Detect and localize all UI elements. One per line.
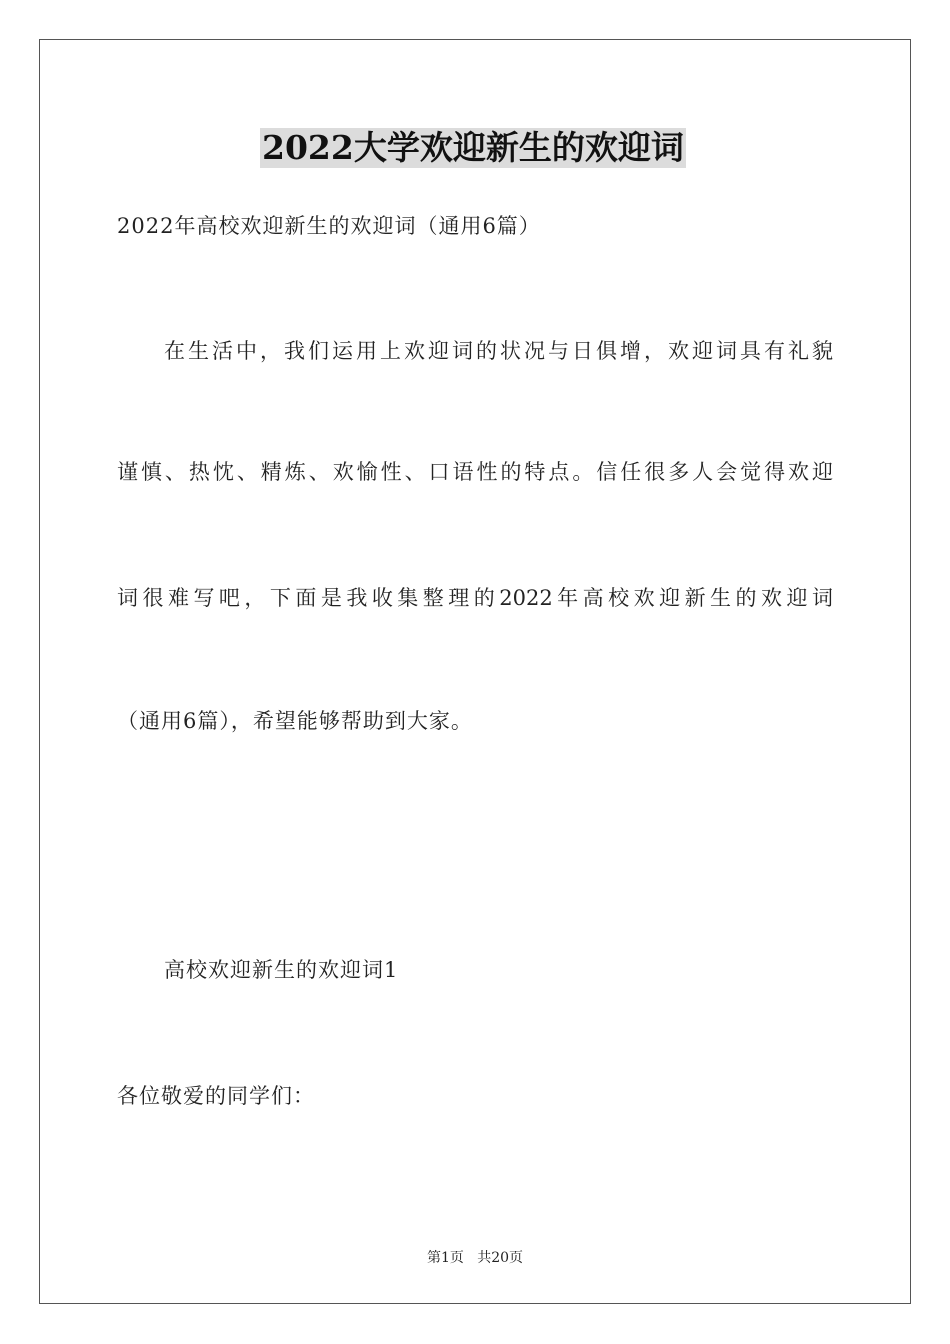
intro-line-1: 在生活中，我们运用上欢迎词的状况与日俱增，欢迎词具有礼貌 [164,339,833,363]
salutation: 各位敬爱的同学们： [117,1084,315,1108]
intro-line-3: 词很难写吧，下面是我收集整理的2022年高校欢迎新生的欢迎词 [117,586,833,610]
intro-line-2: 谨慎、热忱、精炼、欢愉性、口语性的特点。信任很多人会觉得欢迎 [117,460,833,484]
page-number: 第1页 共20页 [426,1250,524,1266]
document-subtitle: 2022年高校欢迎新生的欢迎词（通用6篇） [117,214,541,238]
section-heading: 高校欢迎新生的欢迎词1 [164,958,399,982]
document-title: 2022大学欢迎新生的欢迎词 [262,128,684,167]
intro-line-4: （通用6篇），希望能够帮助到大家。 [117,709,473,733]
